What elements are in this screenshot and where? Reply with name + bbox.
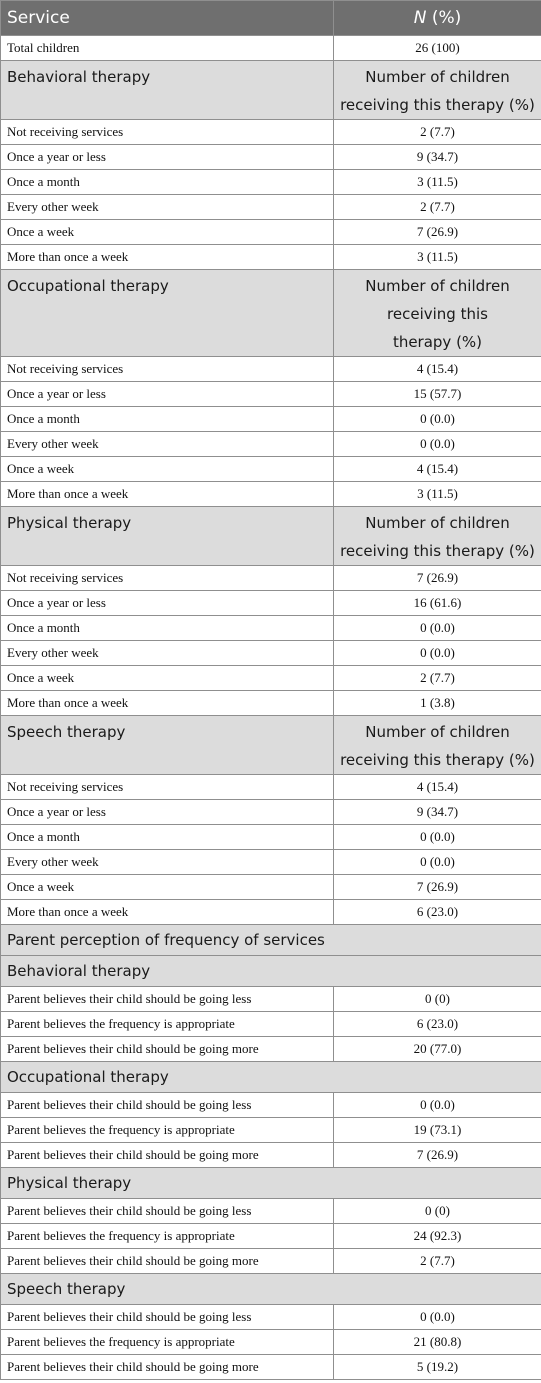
frequency-label: Every other week xyxy=(1,195,334,220)
perception-value: 2 (7.7) xyxy=(334,1249,541,1274)
n-percent-column-header xyxy=(334,1,541,36)
table-row xyxy=(1,691,541,716)
perception-group-header xyxy=(1,1274,541,1305)
table-row xyxy=(1,245,541,270)
frequency-value: 7 (26.9) xyxy=(334,220,541,245)
frequency-label: Once a month xyxy=(1,616,334,641)
table-row xyxy=(1,825,541,850)
perception-group-name: Speech therapy xyxy=(1,1274,541,1305)
table-header-row xyxy=(1,1,541,36)
frequency-value: 3 (11.5) xyxy=(334,245,541,270)
perception-label: Parent believes their child should be going less xyxy=(1,987,334,1012)
frequency-label: Once a year or less xyxy=(1,800,334,825)
frequency-value: 0 (0.0) xyxy=(334,407,541,432)
frequency-value: 7 (26.9) xyxy=(334,566,541,591)
frequency-value: 2 (7.7) xyxy=(334,195,541,220)
perception-group-name: Physical therapy xyxy=(1,1168,541,1199)
frequency-value: 3 (11.5) xyxy=(334,482,541,507)
perception-value: 19 (73.1) xyxy=(334,1118,541,1143)
table-row xyxy=(1,1199,541,1224)
perception-label: Parent believes their child should be going more xyxy=(1,1143,334,1168)
perception-value: 24 (92.3) xyxy=(334,1224,541,1249)
frequency-value: 9 (34.7) xyxy=(334,800,541,825)
table-row xyxy=(1,1224,541,1249)
frequency-label: Not receiving services xyxy=(1,566,334,591)
therapy-name: Behavioral therapy xyxy=(1,61,334,120)
table-row xyxy=(1,407,541,432)
frequency-label: More than once a week xyxy=(1,691,334,716)
total-value: 26 (100) xyxy=(334,36,541,61)
therapy-section-header xyxy=(1,716,541,775)
frequency-label: Once a week xyxy=(1,457,334,482)
table-row xyxy=(1,220,541,245)
frequency-label: Once a year or less xyxy=(1,591,334,616)
table-row xyxy=(1,900,541,925)
total-label: Total children xyxy=(1,36,334,61)
frequency-value: 0 (0.0) xyxy=(334,850,541,875)
frequency-value: 4 (15.4) xyxy=(334,775,541,800)
table-row xyxy=(1,1249,541,1274)
table-row xyxy=(1,1093,541,1118)
frequency-value: 0 (0.0) xyxy=(334,641,541,666)
table-row xyxy=(1,875,541,900)
perception-value: 6 (23.0) xyxy=(334,1012,541,1037)
perception-title: Parent perception of frequency of services xyxy=(1,925,541,956)
perception-label: Parent believes their child should be going less xyxy=(1,1305,334,1330)
table-row xyxy=(1,1012,541,1037)
frequency-value: 0 (0.0) xyxy=(334,825,541,850)
frequency-label: Once a month xyxy=(1,407,334,432)
perception-label: Parent believes their child should be going more xyxy=(1,1037,334,1062)
perception-label: Parent believes their child should be going more xyxy=(1,1355,334,1380)
frequency-label: Not receiving services xyxy=(1,357,334,382)
frequency-label: More than once a week xyxy=(1,482,334,507)
perception-title-row xyxy=(1,925,541,956)
perception-label: Parent believes their child should be going more xyxy=(1,1249,334,1274)
table-row xyxy=(1,170,541,195)
total-row xyxy=(1,36,541,61)
frequency-value: 4 (15.4) xyxy=(334,457,541,482)
perception-value: 0 (0.0) xyxy=(334,1093,541,1118)
frequency-value: 9 (34.7) xyxy=(334,145,541,170)
perception-label: Parent believes their child should be going less xyxy=(1,1093,334,1118)
therapy-name: Physical therapy xyxy=(1,507,334,566)
table-row xyxy=(1,775,541,800)
perception-value: 21 (80.8) xyxy=(334,1330,541,1355)
frequency-value: 3 (11.5) xyxy=(334,170,541,195)
frequency-value: 2 (7.7) xyxy=(334,666,541,691)
table-row xyxy=(1,1305,541,1330)
perception-value: 0 (0.0) xyxy=(334,1305,541,1330)
therapy-name: Speech therapy xyxy=(1,716,334,775)
perception-group-header xyxy=(1,956,541,987)
table-row xyxy=(1,120,541,145)
table-row xyxy=(1,1355,541,1380)
frequency-label: Once a week xyxy=(1,220,334,245)
n-symbol: N xyxy=(413,8,427,28)
frequency-value: 6 (23.0) xyxy=(334,900,541,925)
perception-label: Parent believes their child should be going less xyxy=(1,1199,334,1224)
frequency-value: 4 (15.4) xyxy=(334,357,541,382)
table-row xyxy=(1,1143,541,1168)
perception-label: Parent believes the frequency is appropriate xyxy=(1,1012,334,1037)
frequency-value: 16 (61.6) xyxy=(334,591,541,616)
table-row xyxy=(1,382,541,407)
therapy-name: Occupational therapy xyxy=(1,270,334,357)
perception-label: Parent believes the frequency is appropriate xyxy=(1,1224,334,1249)
table-row xyxy=(1,641,541,666)
frequency-value: 0 (0.0) xyxy=(334,432,541,457)
table-row xyxy=(1,145,541,170)
frequency-value: 7 (26.9) xyxy=(334,875,541,900)
table-row xyxy=(1,357,541,382)
frequency-value: 0 (0.0) xyxy=(334,616,541,641)
therapy-column-label: Number of children receiving this therapy (%) xyxy=(334,507,541,566)
table-row xyxy=(1,616,541,641)
table-row xyxy=(1,800,541,825)
table-row xyxy=(1,432,541,457)
frequency-label: Once a month xyxy=(1,170,334,195)
frequency-label: More than once a week xyxy=(1,900,334,925)
perception-label: Parent believes the frequency is appropriate xyxy=(1,1330,334,1355)
frequency-label: Not receiving services xyxy=(1,775,334,800)
table-row xyxy=(1,1330,541,1355)
table-row xyxy=(1,482,541,507)
table-row xyxy=(1,591,541,616)
frequency-label: Once a year or less xyxy=(1,382,334,407)
table-row xyxy=(1,457,541,482)
perception-value: 7 (26.9) xyxy=(334,1143,541,1168)
frequency-label: More than once a week xyxy=(1,245,334,270)
therapy-column-label: Number of children receiving this therapy (%) xyxy=(334,61,541,120)
frequency-value: 1 (3.8) xyxy=(334,691,541,716)
perception-group-name: Behavioral therapy xyxy=(1,956,541,987)
percent-suffix: (%) xyxy=(426,8,462,28)
frequency-label: Once a week xyxy=(1,666,334,691)
table-row xyxy=(1,987,541,1012)
perception-value: 0 (0) xyxy=(334,987,541,1012)
perception-group-name: Occupational therapy xyxy=(1,1062,541,1093)
frequency-label: Once a year or less xyxy=(1,145,334,170)
frequency-label: Every other week xyxy=(1,641,334,666)
therapy-column-label: Number of children receiving this therapy (%) xyxy=(334,270,541,357)
therapy-column-label: Number of children receiving this therapy (%) xyxy=(334,716,541,775)
table-row xyxy=(1,1118,541,1143)
frequency-label: Once a month xyxy=(1,825,334,850)
frequency-label: Every other week xyxy=(1,432,334,457)
table-row xyxy=(1,195,541,220)
table-row xyxy=(1,850,541,875)
frequency-value: 15 (57.7) xyxy=(334,382,541,407)
service-column-header: Service xyxy=(1,1,334,36)
therapy-section-header xyxy=(1,507,541,566)
table-row xyxy=(1,1037,541,1062)
perception-group-header xyxy=(1,1062,541,1093)
frequency-label: Not receiving services xyxy=(1,120,334,145)
perception-value: 0 (0) xyxy=(334,1199,541,1224)
table-row xyxy=(1,666,541,691)
perception-group-header xyxy=(1,1168,541,1199)
therapy-section-header xyxy=(1,270,541,357)
perception-value: 20 (77.0) xyxy=(334,1037,541,1062)
frequency-label: Once a week xyxy=(1,875,334,900)
frequency-label: Every other week xyxy=(1,850,334,875)
perception-label: Parent believes the frequency is appropriate xyxy=(1,1118,334,1143)
perception-value: 5 (19.2) xyxy=(334,1355,541,1380)
frequency-value: 2 (7.7) xyxy=(334,120,541,145)
therapy-section-header xyxy=(1,61,541,120)
table-row xyxy=(1,566,541,591)
